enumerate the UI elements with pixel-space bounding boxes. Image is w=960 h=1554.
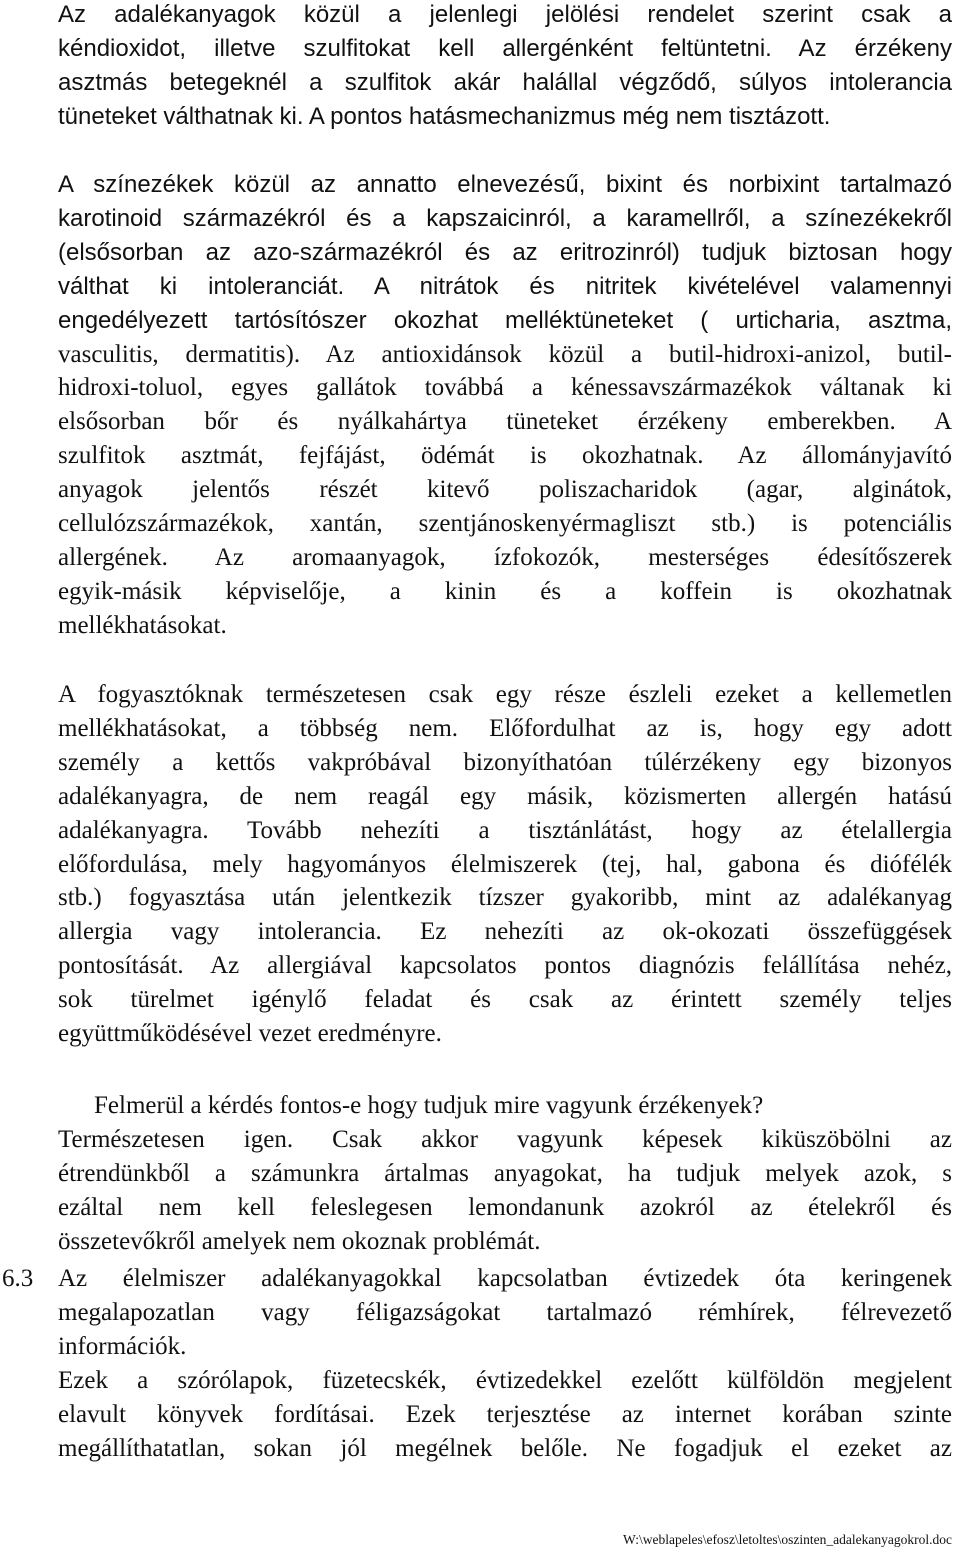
- text-line: elsősorban bőr és nyálkahártya tüneteket érzékeny emberekben. A: [58, 408, 952, 436]
- text-line: vasculitis, dermatitis). Az antioxidánsok közül a butil-hidroxi-anizol, butil-: [58, 340, 952, 368]
- text-line: Az adalékanyagok közül a jelenlegi jelölési rendelet szerint csak a: [58, 1, 952, 28]
- text-line-indented: Felmerül a kérdés fontos-e hogy tudjuk mire vagyunk érzékenyek?: [94, 1092, 764, 1119]
- text-line: Az élelmiszer adalékanyagokkal kapcsolatban évtizedek óta keringenek: [58, 1265, 952, 1292]
- paragraph-section-6-3: [58, 1262, 952, 1364]
- text-line: pontosítását. Az allergiával kapcsolatos pontos diagnózis felállítása nehéz,: [58, 952, 952, 980]
- text-line: információk.: [58, 1332, 187, 1360]
- text-line: megalapozatlan vagy féligazságokat tartalmazó rémhírek, félrevezető: [58, 1298, 952, 1326]
- paragraph-sulfites: [58, 0, 952, 134]
- text-line: Ezek a szórólapok, füzetecskék, évtizedekkel ezelőtt külföldön megjelent: [58, 1367, 952, 1394]
- text-line: étrendünkből a számunkra ártalmas anyagokat, ha tudjuk melyek azok, s: [58, 1159, 952, 1187]
- paragraph-leaflets: [58, 1364, 952, 1466]
- text-line: személy a kettős vakpróbával bizonyíthatóan túlérzékeny egy bizonyos: [58, 748, 952, 776]
- text-line: karotinoid származékról és a kapszaicinról, a karamellről, a színezékekről: [58, 204, 952, 232]
- text-line: allergének. Az aromaanyagok, ízfokozók, mesterséges édesítőszerek: [58, 543, 952, 571]
- text-line: hidroxi-toluol, egyes gallátok továbbá a kénessavszármazékok váltanak ki: [58, 374, 952, 402]
- text-line: egyik-másik képviselője, a kinin és a koffein is okozhatnak: [58, 577, 952, 605]
- text-line: adalékanyagra, de nem reagál egy másik, közismerten allergén hatású: [58, 782, 952, 810]
- text-line: mellékhatásokat, a többség nem. Előfordulhat az is, hogy egy adott: [58, 714, 952, 742]
- paragraph-question: [58, 1089, 952, 1259]
- text-line: ezáltal nem kell feleslegesen lemondanunk azokról az ételekről és: [58, 1193, 952, 1221]
- paragraph-consumers: [58, 678, 952, 1051]
- section-number: 6.3: [2, 1265, 34, 1292]
- paragraph-colorants: [58, 168, 952, 643]
- text-line: tüneteket válthatnak ki. A pontos hatásmechanizmus még nem tisztázott.: [58, 102, 831, 130]
- text-line: adalékanyagra. Tovább nehezíti a tisztánlátást, hogy az ételallergia: [58, 816, 952, 844]
- text-line: (elsősorban az azo-származékról és az eritrozinról) tudjuk biztosan hogy: [58, 238, 952, 266]
- text-line: válthat ki intoleranciát. A nitrátok és nitritek kivételével valamennyi: [58, 272, 952, 300]
- text-line: anyagok jelentős részét kitevő poliszacharidok (agar, alginátok,: [58, 476, 952, 504]
- text-line: A színezékek közül az annatto elnevezésű, bixint és norbixint tartalmazó: [58, 171, 952, 198]
- text-line: asztmás betegeknél a szulfitok akár halállal végződő, súlyos intolerancia: [58, 68, 952, 96]
- text-line: mellékhatásokat.: [58, 611, 227, 639]
- footer-file-path: W:\weblapeles\efosz\letoltes\oszinten_adalekanyagokrol.doc: [622, 1532, 952, 1547]
- text-line: elavult könyvek fordításai. Ezek terjesztése az internet korában szinte: [58, 1400, 952, 1428]
- text-line: szulfitok asztmát, fejfájást, ödémát is okozhatnak. Az állományjavító: [58, 442, 952, 470]
- text-line: Természetesen igen. Csak akkor vagyunk képesek kiküszöbölni az: [58, 1125, 952, 1153]
- text-line: sok türelmet igénylő feladat és csak az érintett személy teljes: [58, 986, 952, 1014]
- text-line: engedélyezett tartósítószer okozhat melléktüneteket ( urticharia, asztma,: [58, 306, 952, 334]
- text-line: együttműködésével vezet eredményre.: [58, 1020, 442, 1048]
- text-line: kéndioxidot, illetve szulfitokat kell allergénként feltüntetni. Az érzékeny: [58, 34, 952, 62]
- text-line: cellulózszármazékok, xantán, szentjánoskenyérmagliszt stb.) is potenciális: [58, 510, 952, 538]
- text-line: előfordulása, mely hagyományos élelmiszerek (tej, hal, gabona és diófélék: [58, 850, 952, 878]
- text-line: megállíthatatlan, sokan jól megélnek belőle. Ne fogadjuk el ezeket az: [58, 1434, 952, 1462]
- text-line: allergia vagy intolerancia. Ez nehezíti az ok-okozati összefüggések: [58, 918, 952, 946]
- text-line: A fogyasztóknak természetesen csak egy része észleli ezeket a kellemetlen: [58, 681, 952, 708]
- text-line: stb.) fogyasztása után jelentkezik tízszer gyakoribb, mint az adalékanyag: [58, 884, 952, 912]
- text-line: összetevőkről amelyek nem okoznak problémát.: [58, 1227, 541, 1255]
